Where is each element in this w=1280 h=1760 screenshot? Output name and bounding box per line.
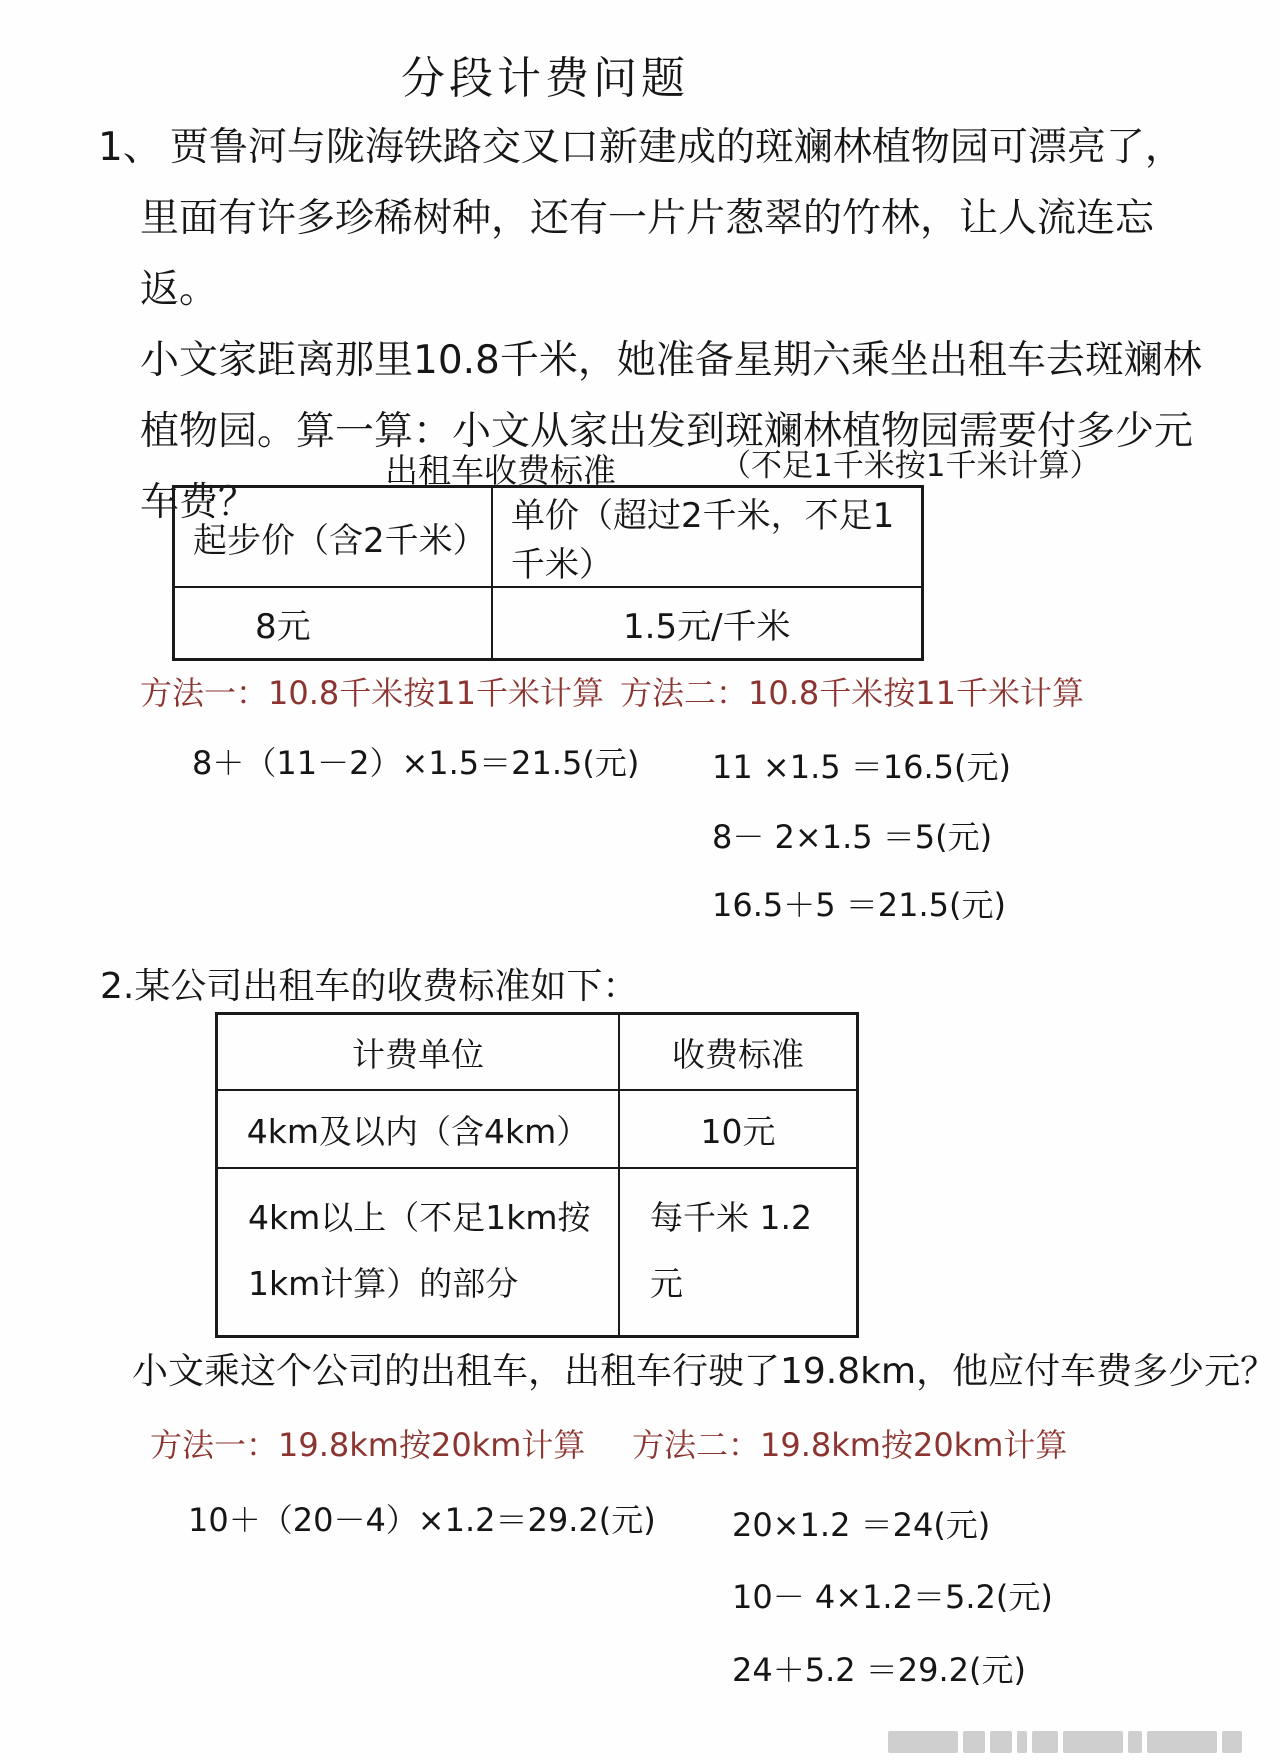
table-2-row-1-unit: 4km及以内（含4km） [217,1090,620,1168]
table-1-caption: 出租车收费标准 [385,451,616,490]
solution-2-method-1-label: 方法一：19.8km按20km计算 [150,1426,586,1464]
problem-1-line-4: 植物园。算一算：小文从家出发到斑斓林植物园需要付多少元车费？ [140,409,1194,525]
table-2-row-2-unit-line-1: 4km以上（不足1km按 [248,1198,591,1237]
solution-2-method-2-line-3: 24＋5.2 ＝29.2(元) [732,1651,1027,1689]
solution-1-method-1-line-1: 8＋（11－2）×1.5＝21.5(元) [192,744,640,782]
page-title: 分段计费问题 [401,53,689,104]
table-2-row-2-standard: 每千米 1.2元 [619,1168,858,1337]
table-1-unit-price-value: 1.5元/千米 [492,587,923,660]
table-1-header-unit-price: 单价（超过2千米，不足1千米） [492,487,923,588]
problem-1-number: 1、 [98,125,162,170]
table-row [217,1014,858,1091]
problem-1-line-1 [98,112,1218,183]
solution-2-method-2-line-2: 10－ 4×1.2＝5.2(元) [732,1578,1053,1616]
table-2-row-1-standard: 10元 [619,1090,858,1168]
problem-2-intro: 2.某公司出租车的收费标准如下： [100,966,639,1007]
solution-1-method-2-line-3: 16.5＋5 ＝21.5(元) [712,886,1007,924]
table-1-note: （不足1千米按1千米计算） [720,448,1101,484]
solution-2-method-2-label: 方法二：19.8km按20km计算 [632,1426,1068,1464]
table-2-header-unit: 计费单位 [217,1014,620,1091]
problem-1-line-1-text: 贾鲁河与陇海铁路交叉口新建成的斑斓林植物园可漂亮了， [169,125,1184,170]
solution-1-method-1-label: 方法一：10.8千米按11千米计算 [140,674,604,712]
table-2-row-2-unit [217,1168,620,1337]
solution-1-method-2-line-2: 8－ 2×1.5 ＝5(元) [712,818,993,856]
table-1-start-price-value: 8元 [174,587,493,660]
solution-2-method-2-line-1: 20×1.2 ＝24(元) [732,1506,991,1544]
solution-1-method-2-label: 方法二：10.8千米按11千米计算 [620,674,1084,712]
table-2-row-2-unit-line-2: 1km计算）的部分 [248,1264,519,1303]
problem-1-line-2: 里面有许多珍稀树种，还有一片片葱翠的竹林，让人流连忘返。 [140,196,1155,312]
problem-1-line-3: 小文家距离那里10.8千米，她准备星期六乘坐出租车去斑斓林 [140,338,1202,383]
problem-2-question: 小文乘这个公司的出租车，出租车行驶了19.8km，他应付车费多少元？ [132,1351,1277,1392]
watermark-logo [888,1728,1258,1756]
table-1-header-start-price: 起步价（含2千米） [174,487,493,588]
table-row [174,587,923,660]
solution-1-method-2-line-1: 11 ×1.5 ＝16.5(元) [712,748,1011,786]
taxi-fare-table [172,485,924,661]
table-row [217,1090,858,1168]
solution-2-method-1-line-1: 10＋（20－4）×1.2＝29.2(元) [188,1501,656,1539]
table-row [174,487,923,588]
table-row [217,1168,858,1337]
company-fare-table [215,1012,859,1338]
table-2-header-standard: 收费标准 [619,1014,858,1091]
